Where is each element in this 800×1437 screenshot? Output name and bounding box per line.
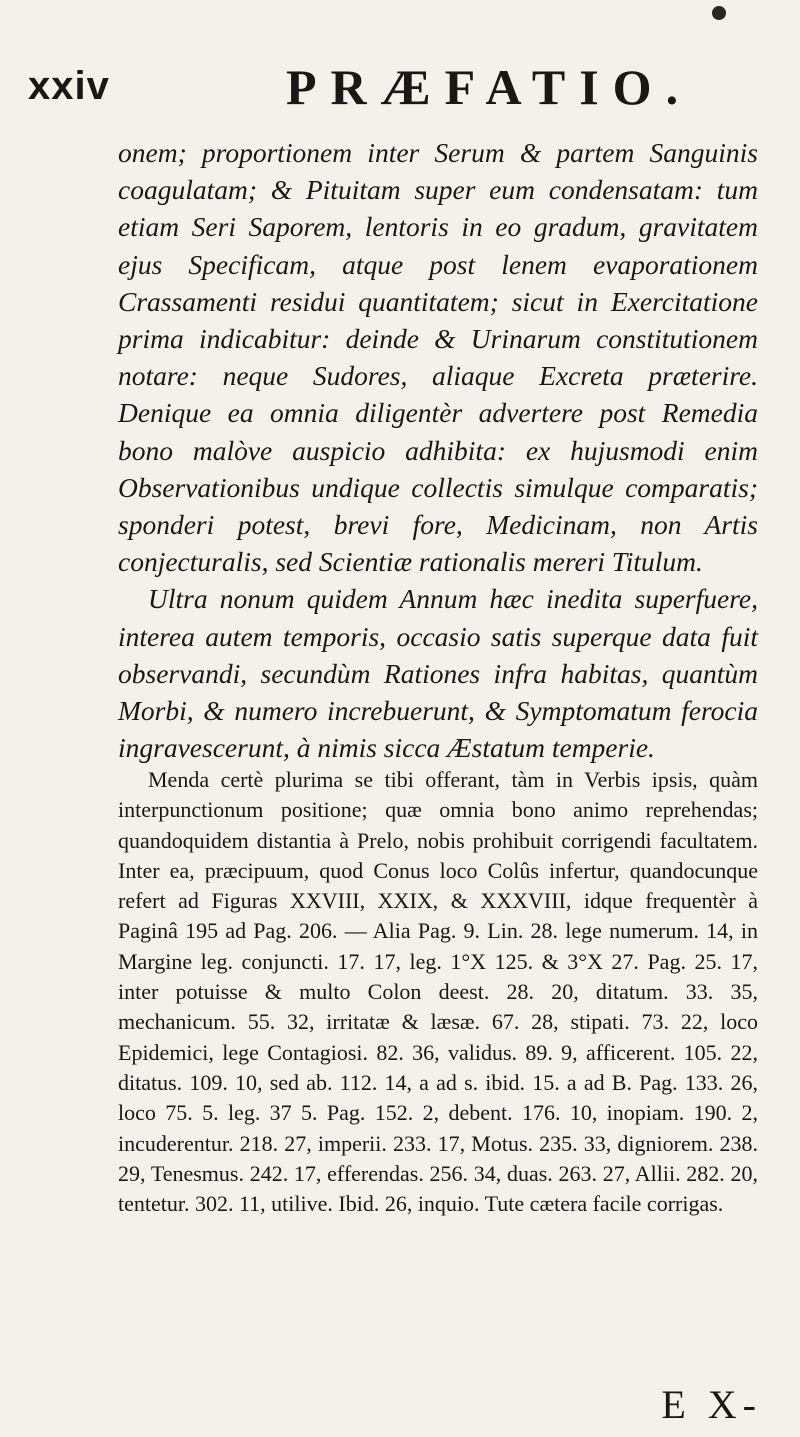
- page-header: [28, 58, 760, 118]
- ink-blot: [712, 6, 726, 20]
- errata-section: [118, 765, 758, 1219]
- catchword: E X-: [661, 1382, 762, 1427]
- errata-text: Menda certè plurima se tibi offerant, tàm in Verbis ipsis, quàm interpunctionum positione; quæ omnia bono animo reprehendas; quandoquidem distantia à Prelo, nobis prohibuit corrigendi facultatem. Inter ea, præcipuum, quod Conus loco Colûs infertur, quandocunque refert ad Figuras XXVIII, XXIX, & XXXVIII, idque frequentèr à Paginâ 195 ad Pag. 206. — Alia Pag. 9. Lin. 28. lege numerum. 14, in Margine leg. conjuncti. 17. 17, leg. 1°X 125. & 3°X 27. Pag. 25. 17, inter potuisse & multo Colon deest. 28. 20, ditatum. 33. 35, mechanicum. 55. 32, irritatæ & læsæ. 67. 28, stipati. 73. 22, loco Epidemici, lege Contagiosi. 82. 36, validus. 89. 9, afficerent. 105. 22, ditatus. 109. 10, sed ab. 112. 14, a ad s. ibid. 15. a ad B. Pag. 133. 26, loco 75. 5. leg. 37 5. Pag. 152. 2, debent. 176. 10, inopiam. 190. 2, incuderentur. 218. 27, imperii. 233. 17, Motus. 235. 33, digniorem. 238. 29, Tenesmus. 242. 17, efferendas. 256. 34, duas. 263. 27, Allii. 282. 20, tentetur. 302. 11, utilive. Ibid. 26, inquio. Tute cætera facile corrigas.: [118, 767, 758, 1217]
- running-head: PRÆFATIO.: [286, 59, 693, 115]
- page-number: xxiv: [28, 64, 110, 108]
- paragraph-1: onem; proportionem inter Serum & partem Sanguinis coagulatam; & Pituitam super eum condensatam: tum etiam Seri Saporem, lentoris in eo gradum, gravitatem ejus Specificam, atque post lenem evaporationem Crassamenti residui quantitatem; sicut in Exercitatione prima indicabitur: deinde & Urinarum constitutionem notare: neque Sudores, aliaque Excreta præterire. Denique ea omnia diligentèr advertere post Remedia bono malòve auspicio adhibita: ex hujusmodi enim Observationibus undique collectis simulque comparatis; sponderi potest, brevi fore, Medicinam, non Artis conjecturalis, sed Scientiæ rationalis mereri Titulum.: [118, 137, 758, 578]
- main-text: [118, 134, 758, 766]
- paragraph-2: Ultra nonum quidem Annum hæc inedita superfuere, interea autem temporis, occasio satis superque data fuit observandi, secundùm Rationes infra habitas, quantùm Morbi, & numero increbuerunt, & Symptomatum ferocia ingravescerunt, à nimis sicca Æstatum temperie.: [118, 583, 758, 764]
